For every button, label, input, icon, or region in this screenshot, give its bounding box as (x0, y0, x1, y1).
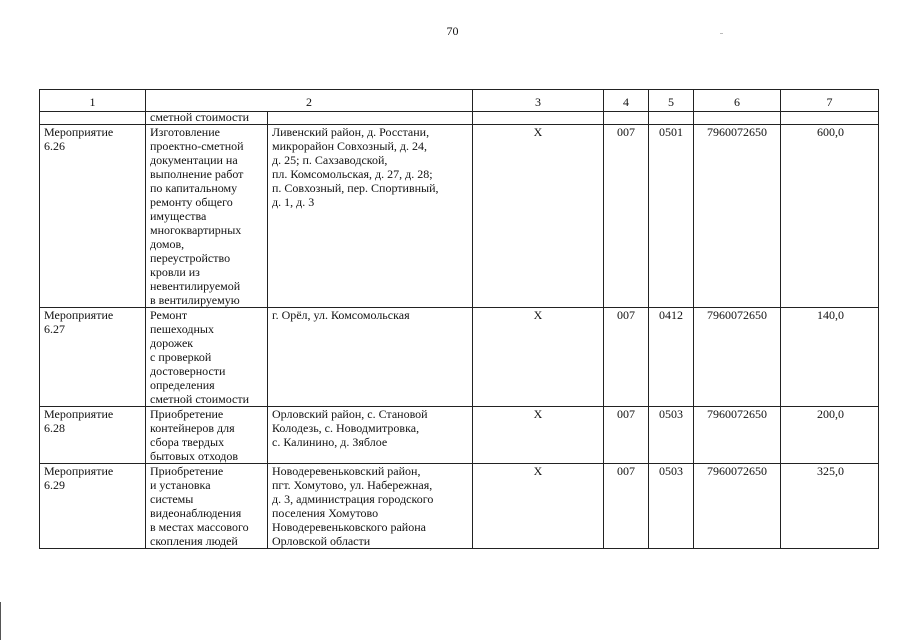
event-cell: Мероприятие 6.27 (40, 308, 146, 407)
amount-cell: 600,0 (781, 125, 879, 308)
amount-cell: 325,0 (781, 464, 879, 549)
address-cell: Орловский район, с. Становой Колодезь, с. Новодмитровка, с. Калинино, д. Зяблое (268, 407, 473, 464)
continuation-row (40, 112, 879, 125)
col5-cell: 0412 (649, 308, 694, 407)
continuation-text: сметной стоимости (146, 112, 268, 125)
header-cell-5: 5 (649, 90, 694, 112)
table-row (40, 464, 879, 549)
table-row (40, 308, 879, 407)
header-cell-6: 6 (694, 90, 781, 112)
header-cell-7: 7 (781, 90, 879, 112)
address-cell: г. Орёл, ул. Комсомольская (268, 308, 473, 407)
col6-cell: 7960072650 (694, 407, 781, 464)
scan-dot (720, 33, 723, 34)
col3-cell: Х (473, 464, 604, 549)
event-cell: Мероприятие 6.26 (40, 125, 146, 308)
event-cell: Мероприятие 6.28 (40, 407, 146, 464)
event-name-cell: Приобретение и установка системы видеонаблюдения в местах массового скопления людей (146, 464, 268, 549)
event-cell: Мероприятие 6.29 (40, 464, 146, 549)
col3-cell: Х (473, 125, 604, 308)
event-name-cell: Изготовление проектно-сметной документации на выполнение работ по капитальному ремонту общего имущества многоквартирных домов, переустройство кровли из невентилируемой в вентилируемую (146, 125, 268, 308)
col3-cell: Х (473, 308, 604, 407)
col6-cell: 7960072650 (694, 125, 781, 308)
col4-cell: 007 (604, 407, 649, 464)
col4-cell: 007 (604, 464, 649, 549)
address-cell: Новодеревеньковский район, пгт. Хомутово, ул. Набережная, д. 3, администрация городского поселения Хомутово Новодеревеньковского района Орловской области (268, 464, 473, 549)
col4-cell: 007 (604, 125, 649, 308)
table-header-row (40, 90, 879, 112)
col5-cell: 0503 (649, 464, 694, 549)
col4-cell: 007 (604, 308, 649, 407)
event-name-cell: Ремонт пешеходных дорожек с проверкой достоверности определения сметной стоимости (146, 308, 268, 407)
col3-cell: Х (473, 407, 604, 464)
header-cell-4: 4 (604, 90, 649, 112)
col5-cell: 0501 (649, 125, 694, 308)
col6-cell: 7960072650 (694, 464, 781, 549)
address-cell: Ливенский район, д. Росстани, микрорайон Совхозный, д. 24, д. 25; п. Сахзаводской, пл. Комсомольская, д. 27, д. 28; п. Совхозный, пер. Спортивный, д. 1, д. 3 (268, 125, 473, 308)
table-row (40, 407, 879, 464)
col5-cell: 0503 (649, 407, 694, 464)
table-row (40, 125, 879, 308)
amount-cell: 200,0 (781, 407, 879, 464)
page-number: 70 (446, 24, 459, 38)
amount-cell: 140,0 (781, 308, 879, 407)
binding-edge-mark (0, 602, 3, 640)
event-name-cell: Приобретение контейнеров для сбора твердых бытовых отходов (146, 407, 268, 464)
budget-table (39, 89, 879, 549)
header-cell-3: 3 (473, 90, 604, 112)
col6-cell: 7960072650 (694, 308, 781, 407)
header-cell-1: 1 (40, 90, 146, 112)
header-cell-2: 2 (146, 90, 473, 112)
